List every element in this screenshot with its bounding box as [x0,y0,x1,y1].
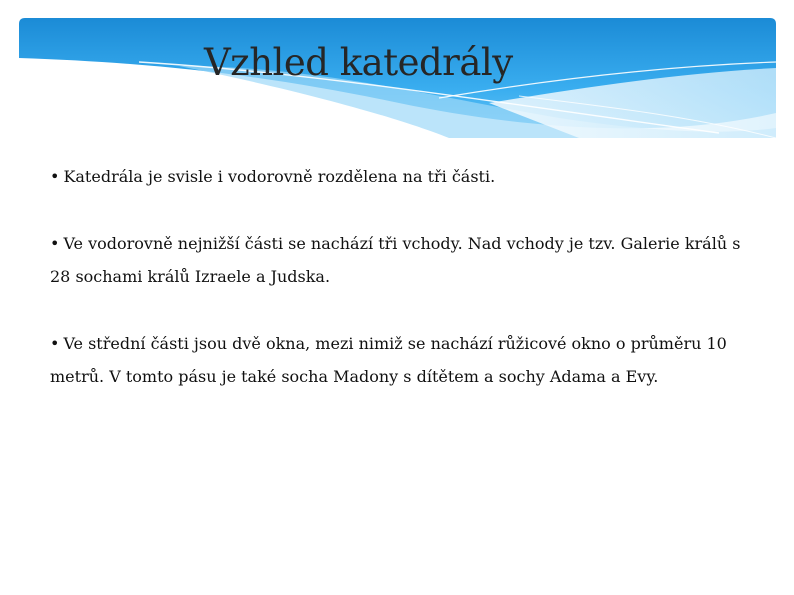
bullet-icon: • [50,334,60,353]
bullet-item [50,327,750,393]
bullet-text: Katedrála je svisle i vodorovně rozdělena na tři části. [63,167,496,186]
bullet-icon: • [50,234,60,253]
bullet-text: Ve vodorovně nejnižší části se nachází tři vchody. Nad vchody je tzv. Galerie králů s 28 sochami králů Izraele a Judska. [50,234,741,286]
slide-title: Vzhled katedrály [204,41,513,84]
slide-body [50,160,750,427]
bullet-icon: • [50,167,60,186]
bullet-item [50,160,750,193]
bullet-item [50,227,750,293]
bullet-text: Ve střední části jsou dvě okna, mezi nimiž se nachází růžicové okno o průměru 10 metrů. V tomto pásu je také socha Madony s dítětem a sochy Adama a Evy. [50,334,727,386]
